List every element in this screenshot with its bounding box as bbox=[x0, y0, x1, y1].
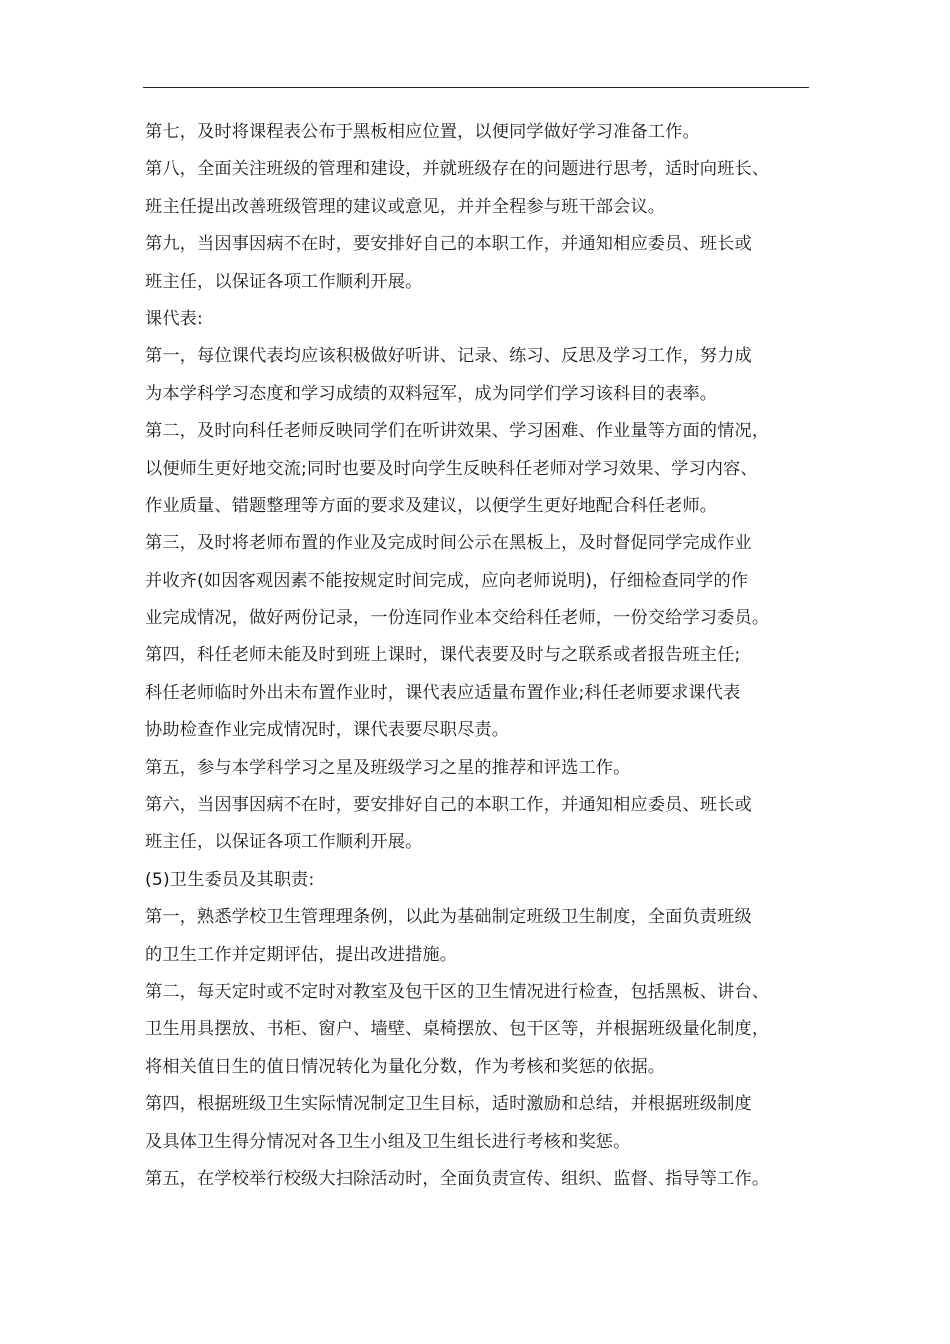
text-line: 及具体卫生得分情况对各卫生小组及卫生组长进行考核和奖惩。 bbox=[145, 1131, 631, 1152]
text-line: 第九，当因事因病不在时，要安排好自己的本职工作，并通知相应委员、班长或 bbox=[145, 234, 752, 255]
text-line: 第三，及时将老师布置的作业及完成时间公示在黑板上，及时督促同学完成作业 bbox=[145, 533, 752, 554]
text-line: 班主任提出改善班级管理的建议或意见，并并全程参与班干部会议。 bbox=[145, 196, 666, 217]
text-line: 班主任，以保证各项工作顺利开展。 bbox=[145, 271, 423, 292]
text-line: 作业质量、错题整理等方面的要求及建议，以便学生更好地配合科任老师。 bbox=[145, 495, 718, 516]
text-line: 第四，科任老师未能及时到班上课时，课代表要及时与之联系或者报告班主任; bbox=[145, 645, 741, 666]
text-line: 协助检查作业完成情况时，课代表要尽职尽责。 bbox=[145, 720, 510, 741]
text-line: 将相关值日生的值日情况转化为量化分数，作为考核和奖惩的依据。 bbox=[145, 1056, 666, 1077]
text-line: 第一，每位课代表均应该积极做好听讲、记录、练习、反思及学习工作，努力成 bbox=[145, 346, 752, 367]
document-body bbox=[145, 114, 809, 1198]
text-line: 班主任，以保证各项工作顺利开展。 bbox=[145, 832, 423, 853]
text-line: 第二，每天定时或不定时对教室及包干区的卫生情况进行检查，包括黑板、讲台、 bbox=[145, 981, 770, 1002]
header-rule bbox=[143, 87, 809, 88]
section-heading: (5)卫生委员及其职责: bbox=[145, 869, 315, 890]
text-line: 第八，全面关注班级的管理和建设，并就班级存在的问题进行思考，适时向班长、 bbox=[145, 159, 770, 180]
text-line: 业完成情况，做好两份记录，一份连同作业本交给科任老师，一份交给学习委员。 bbox=[145, 608, 770, 629]
text-line: 科任老师临时外出未布置作业时，课代表应适量布置作业;科任老师要求课代表 bbox=[145, 682, 741, 703]
text-line: 第四，根据班级卫生实际情况制定卫生目标，适时激励和总结，并根据班级制度 bbox=[145, 1094, 752, 1115]
text-line: 卫生用具摆放、书柜、窗户、墙壁、桌椅摆放、包干区等，并根据班级量化制度， bbox=[145, 1019, 770, 1040]
text-line: 并收齐(如因客观因素不能按规定时间完成，应向老师说明)，仔细检查同学的作 bbox=[145, 570, 749, 591]
text-line: 第一，熟悉学校卫生管理理条例，以此为基础制定班级卫生制度，全面负责班级 bbox=[145, 907, 752, 928]
text-line: 第六，当因事因病不在时，要安排好自己的本职工作，并通知相应委员、班长或 bbox=[145, 795, 752, 816]
section-heading: 课代表: bbox=[145, 308, 203, 329]
text-line: 第五，在学校举行校级大扫除活动时，全面负责宣传、组织、监督、指导等工作。 bbox=[145, 1168, 770, 1189]
text-line: 第七，及时将课程表公布于黑板相应位置，以便同学做好学习准备工作。 bbox=[145, 122, 700, 142]
text-line: 第二，及时向科任老师反映同学们在听讲效果、学习困难、作业量等方面的情况， bbox=[145, 421, 770, 442]
text-line: 第五，参与本学科学习之星及班级学习之星的推荐和评选工作。 bbox=[145, 757, 631, 778]
text-line: 以便师生更好地交流;同时也要及时向学生反映科任老师对学习效果、学习内容、 bbox=[145, 458, 758, 479]
text-line: 为本学科学习态度和学习成绩的双料冠军，成为同学们学习该科目的表率。 bbox=[145, 383, 718, 404]
text-line: 的卫生工作并定期评估，提出改进措施。 bbox=[145, 944, 458, 965]
